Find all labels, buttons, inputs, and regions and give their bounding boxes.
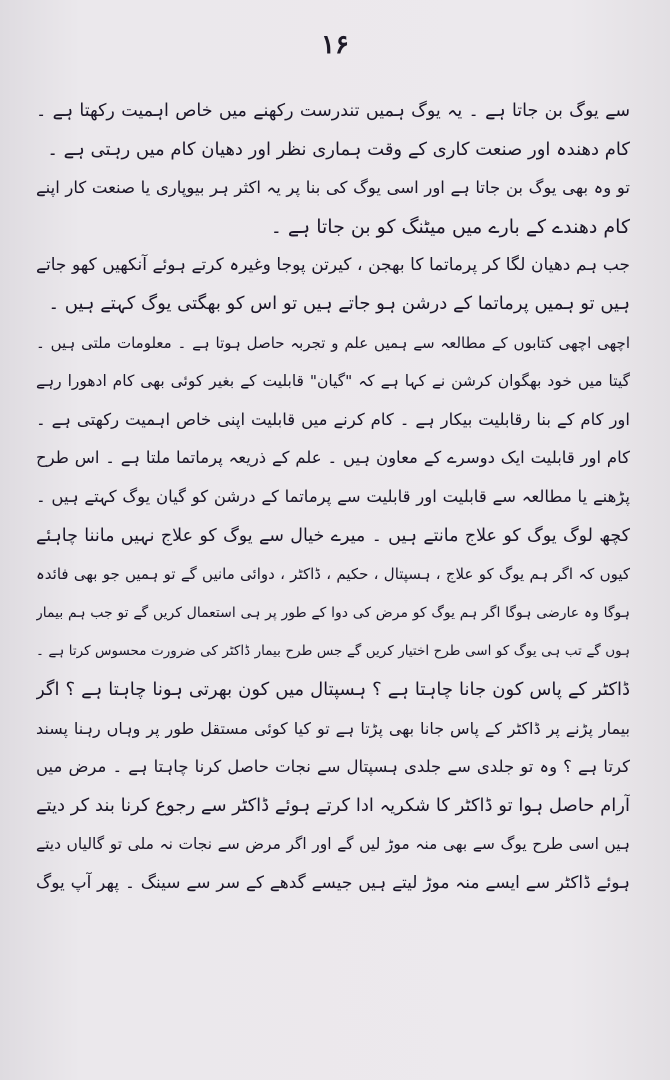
- text-line: ہیں تو ہمیں پرماتما کے درشن ہو جاتے ہیں تو اس کو بھگتی یوگ کہتے ہیں ۔: [48, 292, 630, 314]
- body-text: [36, 92, 630, 902]
- text-line: کیوں کہ اگر ہم یوگ کو علاج ، ہسپتال ، حکیم ، ڈاکٹر ، دوائی مانیں گے تو ہمیں جو بھی فائدہ: [36, 565, 630, 584]
- text-line: ہوئے ڈاکٹر سے ایسے منہ موڑ لیتے ہیں جیسے گدھے کے سر سے سینگ ۔ پھر آپ یوگ: [36, 872, 630, 893]
- text-line: اچھی اچھی کتابوں کے مطالعہ سے ہمیں علم و تجربہ حاصل ہوتا ہے ۔ معلومات ملتی ہیں ۔: [36, 333, 630, 352]
- text-line: ڈاکٹر کے پاس کون جانا چاہتا ہے ؟ ہسپتال میں کون بھرتی ہونا چاہتا ہے ؟ اگر: [36, 678, 630, 700]
- text-line: کچھ لوگ یوگ کو علاج مانتے ہیں ۔ میرے خیال سے یوگ کو علاج نہیں ماننا چاہئے: [36, 525, 630, 546]
- text-line: ہیں اسی طرح یوگ سے بھی منہ موڑ لیں گے اور اگر مرض سے نجات نہ ملی تو گالیاں دیتے: [36, 835, 630, 854]
- text-line: پڑھنے یا مطالعہ سے قابلیت اور قابلیت سے پرماتما کے درشن کو گیان یوگ کہتے ہیں ۔: [36, 486, 630, 506]
- text-line: جب ہم دھیان لگا کر پرماتما کا بھجن ، کیرتن پوجا وغیرہ کرتے ہوئے آنکھیں کھو جاتے: [36, 255, 630, 276]
- text-line: تو وہ بھی یوگ بن جاتا ہے اور اسی یوگ کی بنا پر یہ اکثر ہر بیوپاری یا صنعت کار اپنے: [36, 178, 630, 198]
- text-line: سے یوگ بن جاتا ہے ۔ یہ یوگ ہمیں تندرست رکھنے میں خاص اہمیت رکھتا ہے ۔: [36, 101, 630, 121]
- text-line: کام دھندے کے بارے میں میٹنگ کو بن جاتا ہے ۔: [270, 215, 630, 238]
- text-line: کام اور قابلیت ایک دوسرے کے معاون ہیں ۔ علم کے ذریعہ پرماتما ملتا ہے ۔ اس طرح: [36, 448, 630, 468]
- text-line: گیتا میں خود بھگوان کرشن نے کہا ہے کہ "گیان" قابلیت کے بغیر کوئی بھی کام ادھورا رہے: [36, 372, 630, 391]
- text-line: ہوگا وہ عارضی ہوگا اگر ہم یوگ کو مرض کی دوا کے طور پر ہی استعمال کریں گے تو جب ہم بیمار: [36, 604, 630, 621]
- text-line: کرتا ہے ؟ وہ تو جلدی سے جلدی ہسپتال سے نجات حاصل کرنا چاہتا ہے ۔ مرض میں: [36, 757, 630, 777]
- text-line: ہوں گے تب ہی یوگ کو اسی طرح اختیار کریں گے جس طرح بیمار ڈاکٹر کی ضرورت محسوس کرتا ہے ۔: [36, 643, 630, 660]
- text-line: اور کام کے بنا رقابلیت بیکار ہے ۔ کام کرنے میں قابلیت اپنی خاص اہمیت رکھتی ہے ۔: [36, 409, 630, 429]
- text-line: آرام حاصل ہوا تو ڈاکٹر کا شکریہ ادا کرتے ہوئے ڈاکٹر سے رجوع کرنا بند کر دیتے: [36, 794, 630, 816]
- page-number: ۱۶: [321, 30, 349, 60]
- text-line: کام دھندہ اور صنعت کاری کے وقت ہماری نظر اور دھیان کام میں رہتی ہے ۔: [47, 138, 630, 160]
- text-line: بیمار پڑنے پر ڈاکٹر کے پاس جانا بھی پڑتا ہے تو کیا کوئی مستقل طور پر وہاں رہنا پسند: [36, 718, 630, 738]
